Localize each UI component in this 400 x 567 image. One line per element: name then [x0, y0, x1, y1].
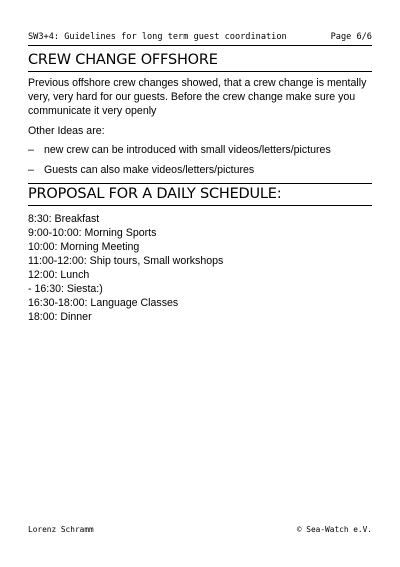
- bullet-dash: –: [28, 164, 34, 176]
- daily-schedule: [28, 212, 374, 324]
- schedule-item-dinner: 18:00: Dinner: [28, 311, 92, 323]
- schedule-item-ship-tours: 11:00-12:00: Ship tours, Small workshops: [28, 255, 224, 267]
- ideas-list: [28, 143, 374, 157]
- schedule-item-breakfast: 8:30: Breakfast: [28, 213, 100, 225]
- list-item: [28, 143, 374, 157]
- schedule-item-siesta: - 16:30: Siesta:): [28, 283, 103, 295]
- ideas-list-2: [28, 163, 374, 177]
- list-item-text: Guests can also make videos/letters/pictures: [44, 164, 255, 176]
- ideas-intro-text: Other Ideas are:: [28, 125, 105, 137]
- section-divider-top-schedule: [28, 183, 372, 184]
- section-divider-crew-change: [28, 71, 372, 72]
- bullet-dash: –: [28, 144, 34, 156]
- page-number: Page 6/6: [330, 32, 372, 42]
- schedule-item-morning-sports: 9:00-10:00: Morning Sports: [28, 227, 157, 239]
- section-divider-schedule: [28, 205, 372, 206]
- crew-change-paragraph: [28, 76, 374, 118]
- schedule-item-lunch: 12:00: Lunch: [28, 269, 90, 281]
- header-divider: [28, 45, 372, 46]
- page-footer: [28, 524, 372, 536]
- section-heading-crew-change: CREW CHANGE OFFSHORE: [28, 52, 218, 68]
- document-title: SW3+4: Guidelines for long term guest coordination: [28, 32, 287, 42]
- footer-author: Lorenz Schramm: [28, 525, 94, 534]
- list-item-text: new crew can be introduced with small videos/letters/pictures: [44, 144, 331, 156]
- schedule-item-morning-meeting: 10:00: Morning Meeting: [28, 241, 140, 253]
- footer-copyright: © Sea-Watch e.V.: [296, 525, 372, 534]
- crew-change-text: Previous offshore crew changes showed, that a crew change is mentally very, very hard for our guests. Before the crew change make sure you communicate it very openly: [28, 77, 367, 117]
- running-header: [28, 30, 372, 44]
- list-item: [28, 163, 374, 177]
- ideas-intro: [28, 124, 374, 138]
- section-heading-schedule: PROPOSAL FOR A DAILY SCHEDULE:: [28, 186, 282, 202]
- schedule-item-language-classes: 16:30-18:00: Language Classes: [28, 297, 179, 309]
